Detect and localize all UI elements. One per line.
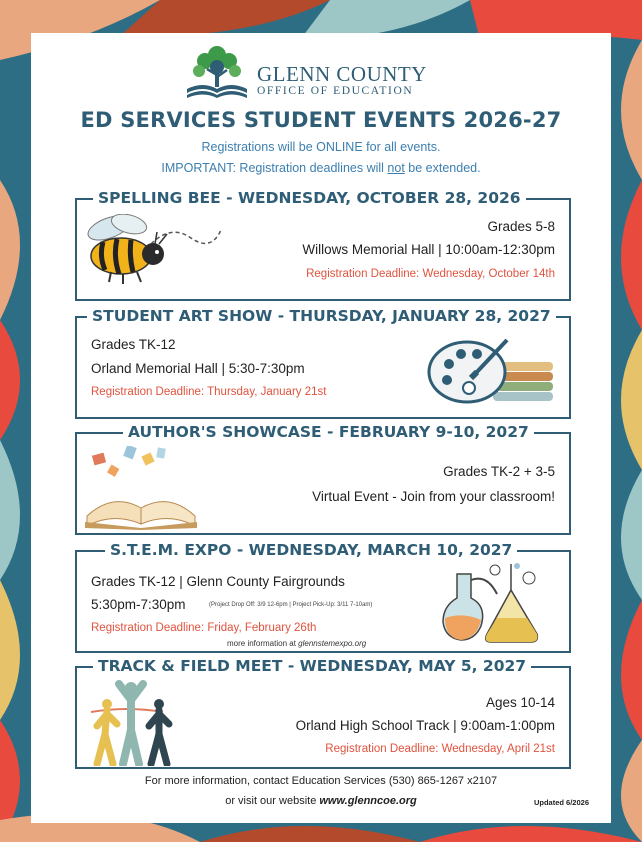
event-heading: AUTHOR'S SHOWCASE - FEBRUARY 9-10, 2027 (123, 421, 534, 443)
website-link[interactable]: www.glenncoe.org (319, 795, 417, 807)
event-location-time: Willows Memorial Hall | 10:00am-12:30pm (302, 242, 555, 257)
open-book-icon (83, 446, 203, 530)
event-authors-showcase (75, 423, 571, 535)
flask-icon (437, 560, 547, 646)
event-ages: Ages 10-14 (485, 695, 555, 710)
event-location-time: Virtual Event - Join from your classroom! (312, 489, 555, 504)
event-grades: Grades TK-12 (91, 337, 176, 352)
event-heading: SPELLING BEE - WEDNESDAY, OCTOBER 28, 2026 (93, 187, 526, 209)
registration-deadline: Registration Deadline: Thursday, January 21st (91, 386, 327, 398)
logo (31, 39, 611, 101)
page-title: ED SERVICES STUDENT EVENTS 2026-27 (80, 108, 562, 132)
event-spelling-bee (75, 189, 571, 301)
flyer-sheet (31, 33, 611, 823)
tree-book-icon (181, 41, 253, 101)
palette-icon (427, 328, 561, 410)
online-note: Registrations will be ONLINE for all events. (201, 140, 441, 154)
event-art-show (75, 307, 571, 419)
important-note: IMPORTANT: Registration deadlines will not be extended. (161, 161, 481, 175)
bee-icon (81, 214, 241, 286)
event-grades-location: Grades TK-12 | Glenn County Fairgrounds (91, 574, 345, 589)
registration-deadline: Registration Deadline: Friday, February 26th (91, 622, 317, 634)
registration-deadline: Registration Deadline: Wednesday, April 21st (325, 743, 555, 755)
event-heading: TRACK & FIELD MEET - WEDNESDAY, MAY 5, 2027 (93, 655, 531, 677)
emphasis-not: not (387, 161, 405, 175)
event-location-time: Orland High School Track | 9:00am-1:00pm (295, 718, 555, 733)
logo-subtitle: OFFICE OF EDUCATION (257, 85, 414, 97)
event-grades: Grades 5-8 (487, 219, 555, 234)
footer-website: or visit our website www.glenncoe.org (225, 795, 417, 807)
footer-contact: For more information, contact Education Services (530) 865-1267 x2107 (144, 775, 498, 787)
logo-name: GLENN COUNTY (257, 62, 427, 86)
stem-expo-link[interactable]: glennstemexpo.org (298, 639, 367, 648)
more-info: more information at glennstemexpo.org (227, 639, 367, 648)
runners-icon (87, 678, 183, 766)
event-grades: Grades TK-2 + 3-5 (443, 464, 555, 479)
event-heading: STUDENT ART SHOW - THURSDAY, JANUARY 28, 2027 (87, 305, 556, 327)
event-location-time: Orland Memorial Hall | 5:30-7:30pm (91, 361, 305, 376)
project-dropoff-note: (Project Drop Off: 3/9 12-6pm | Project Pick-Up: 3/11 7-10am) (209, 602, 373, 608)
event-track-field (75, 657, 571, 769)
event-stem-expo (75, 541, 571, 653)
updated-date: Updated 6/2026 (533, 798, 589, 807)
registration-deadline: Registration Deadline: Wednesday, October 14th (306, 268, 555, 280)
event-time: 5:30pm-7:30pm (91, 597, 186, 612)
event-heading: S.T.E.M. EXPO - WEDNESDAY, MARCH 10, 2027 (105, 539, 517, 561)
